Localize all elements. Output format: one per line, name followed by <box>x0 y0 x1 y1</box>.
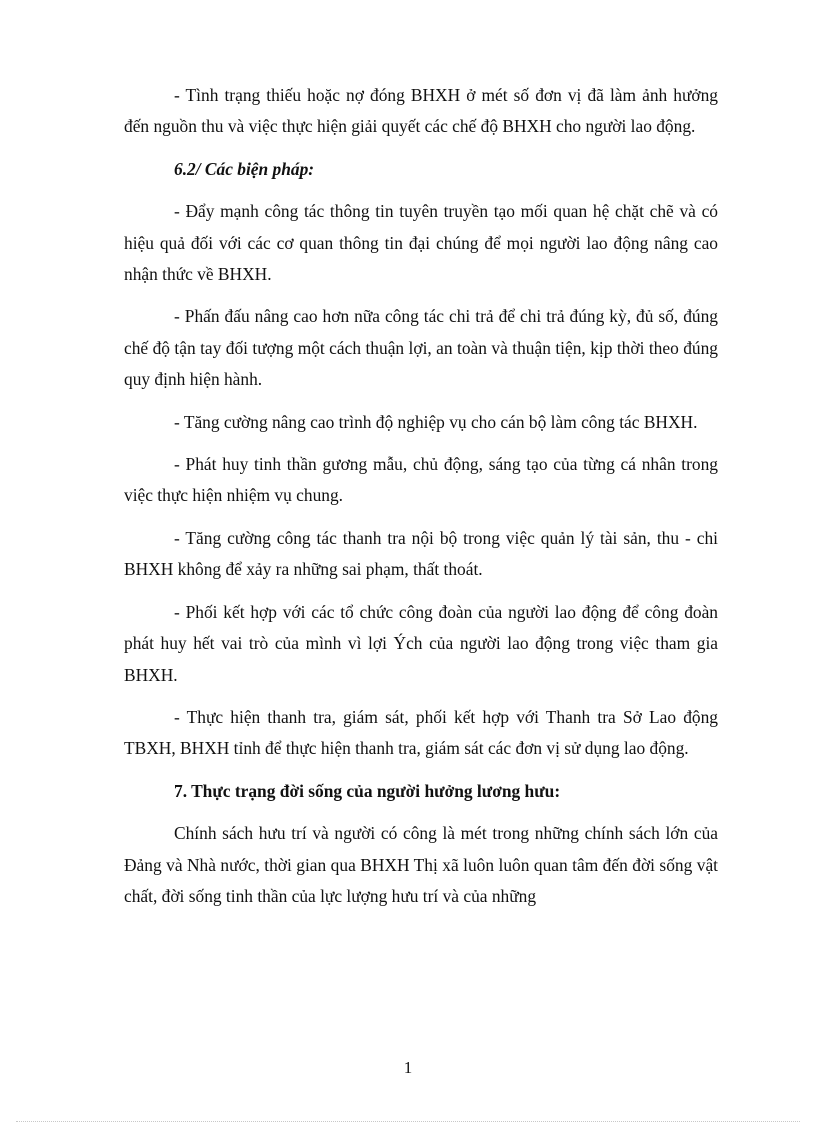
paragraph-inspection-coordination: - Thực hiện thanh tra, giám sát, phối kết hợp với Thanh tra Sở Lao động TBXH, BHXH tỉnh để thực hiện thanh tra, giám sát các đơn vị sử dụng lao động. <box>124 706 718 759</box>
page-bottom-divider <box>16 1121 800 1122</box>
paragraph-trade-union: - Phối kết hợp với các tổ chức công đoàn của người lao động để công đoàn phát huy hết vai trò của mình vì lợi Ých của người lao động trong việc tham gia BHXH. <box>124 601 718 685</box>
page-number: 1 <box>403 1058 413 1077</box>
paragraph-payment: - Phấn đấu nâng cao hơn nữa công tác chi trả để chi trả đúng kỳ, đủ số, đúng chế độ tận tay đối tượng một cách thuận lợi, an toàn và thuận tiện, kịp thời theo đúng quy định hiện hành. <box>124 306 718 390</box>
paragraph-pension-policy: Chính sách hưu trí và người có công là mét trong những chính sách lớn của Đảng và Nhà nước, thời gian qua BHXH Thị xã luôn luôn quan tâm đến đời sống vật chất, đời sống tinh thần của lực lượng hưu trí và của những <box>124 823 718 906</box>
document-page <box>124 80 718 923</box>
section-heading-7-title: Thực trạng đời sống của người hưởng lương hưu: <box>187 780 561 801</box>
section-heading-6-2: 6.2/ Các biện pháp: <box>174 158 315 179</box>
paragraph-propaganda: - Đẩy mạnh công tác thông tin tuyên truyền tạo mối quan hệ chặt chẽ và có hiệu quả đối với các cơ quan thông tin đại chúng để mọi người lao động nâng cao nhận thức về BHXH. <box>124 201 718 285</box>
section-heading-7 <box>124 776 718 807</box>
section-heading-7-number: 7. <box>174 780 188 801</box>
paragraph-training: - Tăng cường nâng cao trình độ nghiệp vụ cho cán bộ làm công tác BHXH. <box>174 411 698 432</box>
paragraph-internal-inspection: - Tăng cường công tác thanh tra nội bộ trong việc quản lý tài sản, thu - chi BHXH không để xảy ra những sai phạm, thất thoát. <box>124 527 718 580</box>
paragraph-debt-status: - Tình trạng thiếu hoặc nợ đóng BHXH ở mét số đơn vị đã làm ảnh hưởng đến nguồn thu và việc thực hiện giải quyết các chế độ BHXH cho người lao động. <box>124 85 718 137</box>
paragraph-initiative: - Phát huy tinh thần gương mẫu, chủ động, sáng tạo của từng cá nhân trong việc thực hiện nhiệm vụ chung. <box>124 454 718 506</box>
